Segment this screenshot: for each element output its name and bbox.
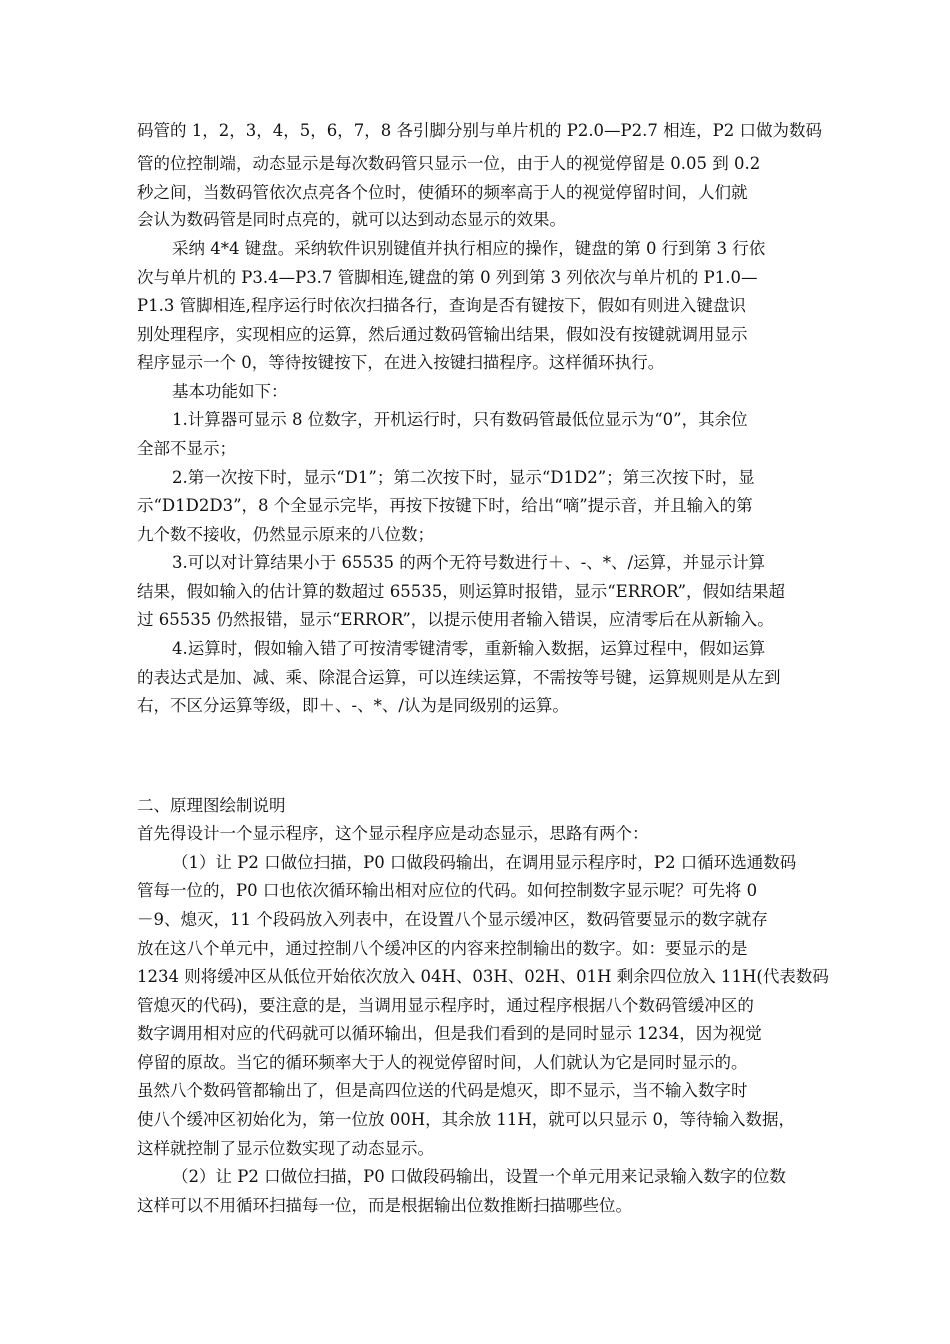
paragraph-1-line: 码管的 1，2，3，4，5，6，7，8 各引脚分别与单片机的 P2.0—P2.7 相连，P2 口做为数码 xyxy=(137,121,822,140)
feature-3-line: 过 65535 仍然报错，显示“ERROR”，以提示使用者输入错误，应清零后在从新输入。 xyxy=(137,610,774,629)
paragraph-1-line: 秒之间，当数码管依次点亮各个位时，使循环的频率高于人的视觉停留时间，人们就 xyxy=(137,183,748,202)
paragraph-1-line: 会认为数码管是同时点亮的，就可以达到动态显示的效果。 xyxy=(137,210,566,229)
method-1-line: 1234 则将缓冲区从低位开始依次放入 04H、03H、02H、01H 剩余四位放入 11H(代表数码 xyxy=(137,967,829,986)
paragraph-2-line: 次与单片机的 P3.4—P3.7 管脚相连,键盘的第 0 列到第 3 列依次与单片机的 P1.0— xyxy=(137,268,758,287)
feature-1-line: 全部不显示； xyxy=(137,439,236,458)
feature-1-line: 1.计算器可显示 8 位数字，开机运行时，只有数码管最低位显示为“0”，其余位 xyxy=(172,410,748,429)
method-2-line: 这样可以不用循环扫描每一位，而是根据输出位数推断扫描哪些位。 xyxy=(137,1196,632,1215)
paragraph-2-line: 程序显示一个 0，等待按键按下，在进入按键扫描程序。这样循环执行。 xyxy=(137,353,665,372)
feature-4-line: 右，不区分运算等级，即＋、-、*、/认为是同级别的运算。 xyxy=(137,696,569,715)
feature-2-line: 2.第一次按下时，显示“D1”；第二次按下时，显示“D1D2”；第三次按下时，显 xyxy=(172,468,755,487)
feature-3-line: 3.可以对计算结果小于 65535 的两个无符号数进行＋、-、*、/运算，并显示计算 xyxy=(172,553,766,572)
features-heading: 基本功能如下： xyxy=(172,382,288,401)
paragraph-2-line: 采纳 4*4 键盘。采纳软件识别键值并执行相应的操作，键盘的第 0 行到第 3 行依 xyxy=(172,239,766,258)
method-1-line: 放在这八个单元中，通过控制八个缓冲区的内容来控制输出的数字。如：要显示的是 xyxy=(137,939,748,958)
paragraph-1-line: 管的位控制端，动态显示是每次数码管只显示一位，由于人的视觉停留是 0.05 到 0.2 xyxy=(137,154,761,173)
section-2-heading: 二、原理图绘制说明 xyxy=(137,796,286,815)
method-1-line: 数字调用相对应的代码就可以循环输出，但是我们看到的是同时显示 1234，因为视觉 xyxy=(137,1024,762,1043)
section-2-intro: 首先得设计一个显示程序，这个显示程序应是动态显示，思路有两个： xyxy=(137,824,649,843)
method-1-line: 管熄灭的代码)，要注意的是，当调用显示程序时，通过程序根据八个数码管缓冲区的 xyxy=(137,996,754,1015)
method-1-line: 虽然八个数码管都输出了，但是高四位送的代码是熄灭，即不显示，当不输入数字时 xyxy=(137,1081,748,1100)
feature-4-line: 的表达式是加、减、乘、除混合运算，可以连续运算，不需按等号键，运算规则是从左到 xyxy=(137,668,781,687)
paragraph-2-line: P1.3 管脚相连,程序运行时依次扫描各行，查询是否有键按下，假如有则进入键盘识 xyxy=(137,296,746,315)
method-1-line: 这样就控制了显示位数实现了动态显示。 xyxy=(137,1139,434,1158)
method-1-line: －9、熄灭，11 个段码放入列表中，在设置八个显示缓冲区，数码管要显示的数字就存 xyxy=(137,910,768,929)
method-1-line: 管每一位的，P0 口也依次循环输出相对应位的代码。如何控制数字显示呢？可先将 0 xyxy=(137,881,758,900)
method-1-line: 使八个缓冲区初始化为，第一位放 00H，其余放 11H，就可以只显示 0，等待输入数据， xyxy=(137,1110,796,1129)
paragraph-2-line: 别处理程序，实现相应的运算，然后通过数码管输出结果，假如没有按键就调用显示 xyxy=(137,325,748,344)
feature-2-line: 示“D1D2D3”，8 个全显示完毕，再按下按键下时，给出“嘀”提示音，并且输入的第 xyxy=(137,496,753,515)
feature-2-line: 九个数不接收，仍然显示原来的八位数； xyxy=(137,525,434,544)
method-2-line: （2）让 P2 口做位扫描，P0 口做段码输出，设置一个单元用来记录输入数字的位数 xyxy=(172,1167,786,1186)
feature-4-line: 4.运算时，假如输入错了可按清零键清零，重新输入数据，运算过程中，假如运算 xyxy=(172,639,766,658)
method-1-line: 停留的原故。当它的循环频率大于人的视觉停留时间，人们就认为它是同时显示的。 xyxy=(137,1053,748,1072)
feature-3-line: 结果，假如输入的估计算的数超过 65535，则运算时报错，显示“ERROR”，假如结果超 xyxy=(137,582,786,601)
method-1-line: （1）让 P2 口做位扫描，P0 口做段码输出，在调用显示程序时，P2 口循环选通数码 xyxy=(172,853,797,872)
